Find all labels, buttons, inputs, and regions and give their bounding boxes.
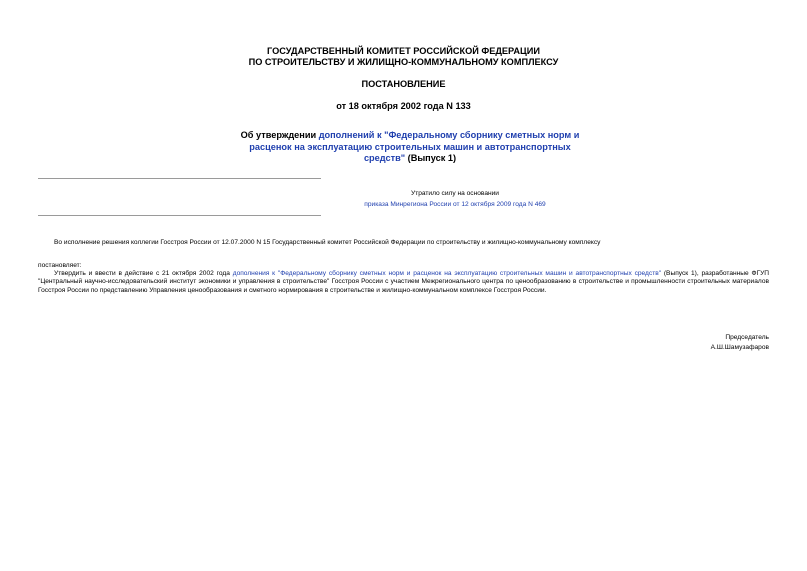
- main-paragraph: [38, 270, 769, 295]
- main-paragraph-rest: (Выпуск 1), разработанные ФГУП "Центральный научно-исследовательский институт экономики и управления в строительстве" Госстроя России с участием Межрегионального центра по ценообразованию в строительстве и промышленности строительных материалов Госстроя России по представлению Управления ценообразования и сметного нормирования в строительстве и жилищно-коммунальном комплексе Госстроя России.: [38, 270, 769, 294]
- status-note-text: Утратило силу на основании: [411, 190, 499, 197]
- title-suffix: (Выпуск 1): [405, 153, 457, 163]
- title-link[interactable]: дополнений к "Федеральному сборнику сметных норм и расценок на эксплуатацию строительных машин и автотранспортных средств": [249, 130, 580, 163]
- divider-top: [38, 178, 321, 179]
- repeal-order-link[interactable]: приказа Минрегиона России от 12 октября 2009 года N 469: [364, 201, 546, 208]
- divider-bottom: [38, 215, 321, 216]
- agency-name-line-2: ПО СТРОИТЕЛЬСТВУ И ЖИЛИЩНО-КОММУНАЛЬНОМУ КОМПЛЕКСУ: [248, 57, 559, 67]
- signatory-name: А.Ш.Шамузафаров: [710, 344, 769, 351]
- agency-name-line-1: ГОСУДАРСТВЕННЫЙ КОМИТЕТ РОССИЙСКОЙ ФЕДЕРАЦИИ: [267, 46, 540, 56]
- main-paragraph-prefix: Утвердить и ввести в действие с 21 октября 2002 года: [54, 270, 233, 277]
- main-paragraph-link[interactable]: дополнения к "Федеральному сборнику сметных норм и расценок на эксплуатацию строительных машин и автотранспортных средств": [232, 270, 662, 277]
- document-type: ПОСТАНОВЛЕНИЕ: [361, 79, 446, 89]
- document-title: [230, 130, 590, 165]
- signatory-role: Председатель: [725, 334, 769, 341]
- document-date-number: от 18 октября 2002 года N 133: [336, 101, 471, 111]
- decree-word: постановляет:: [38, 262, 82, 269]
- title-prefix: Об утверждении: [240, 130, 319, 140]
- intro-paragraph: Во исполнение решения коллегии Госстроя России от 12.07.2000 N 15 Государственный комитет Российской Федерации по строительству и жилищно-коммунальному комплексу: [54, 239, 601, 246]
